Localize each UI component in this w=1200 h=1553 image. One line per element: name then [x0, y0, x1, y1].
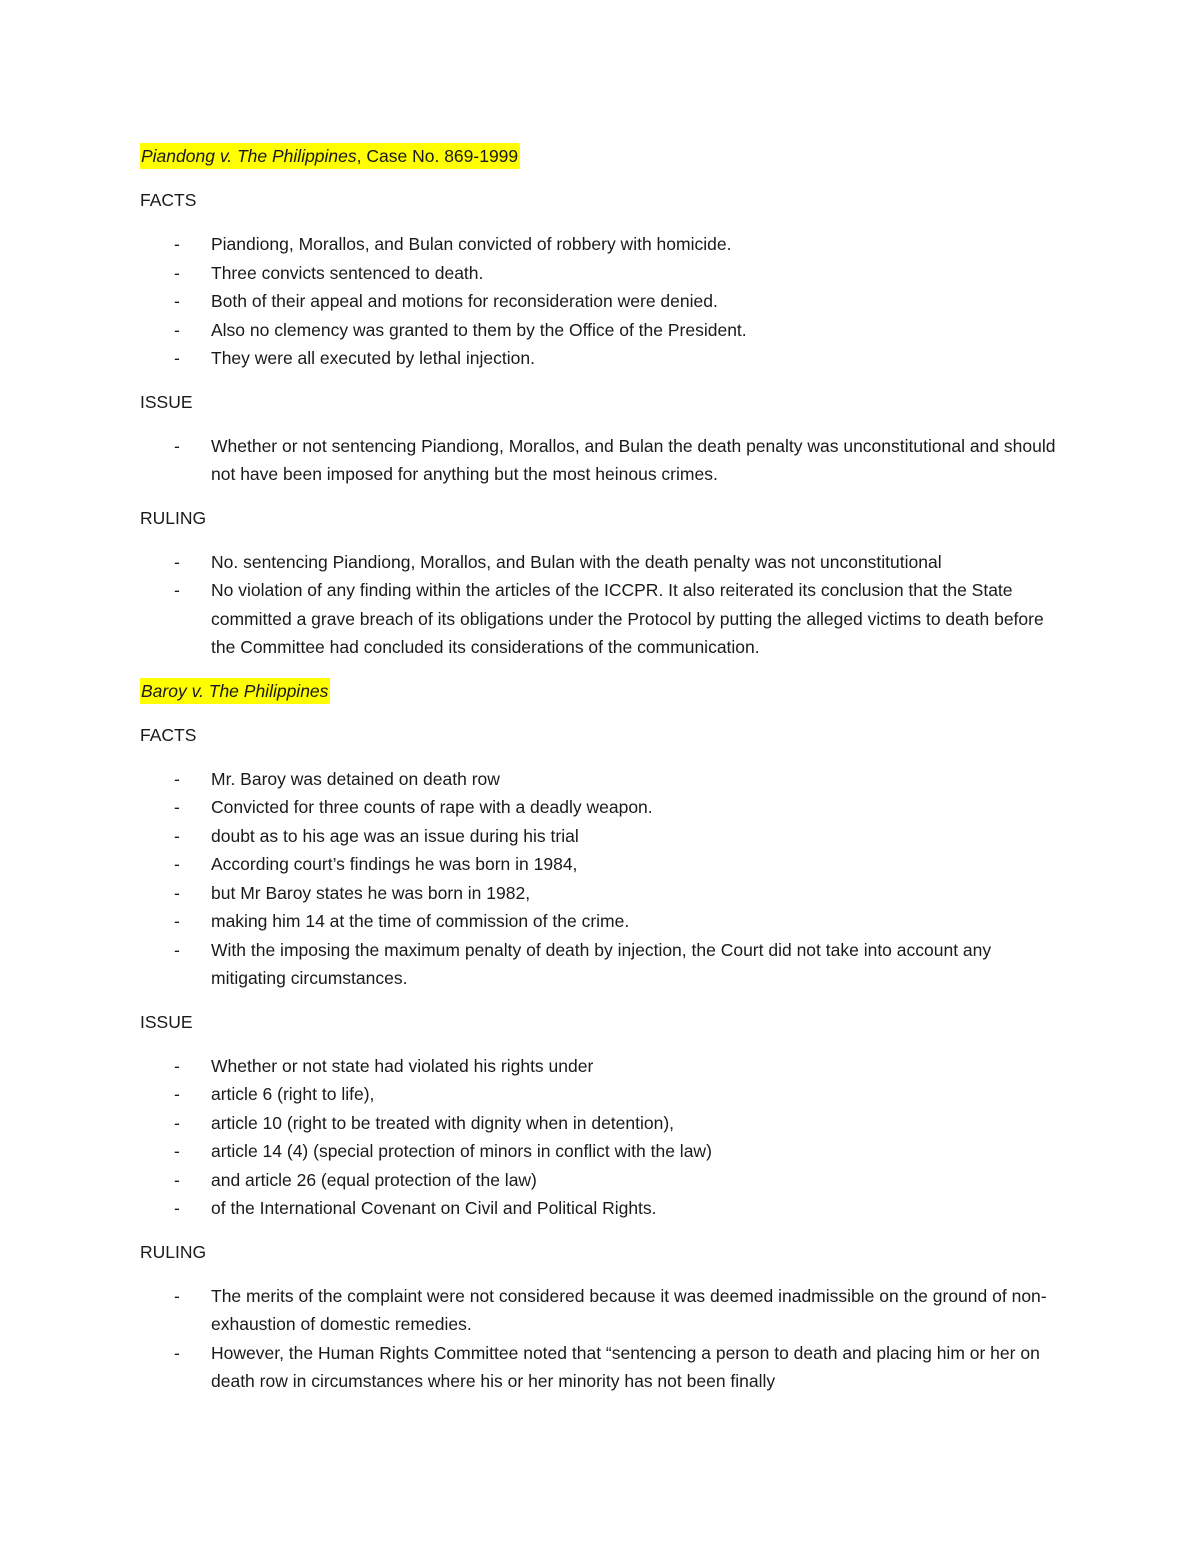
dash-bullet: -	[174, 882, 180, 903]
case-section-piandong	[140, 143, 1060, 678]
issue-list	[140, 1052, 1060, 1223]
dash-bullet: -	[174, 262, 180, 283]
dash-bullet: -	[174, 1285, 180, 1306]
case-name: Piandong v. The Philippines	[141, 146, 357, 166]
dash-bullet: -	[174, 291, 180, 311]
ruling-list	[140, 1282, 1060, 1396]
list-item: - of the International Covenant on Civil and Political Rights.	[140, 1194, 1060, 1223]
list-item: - However, the Human Rights Committee noted that “sentencing a person to death and placing him or her on death row in circumstances where his or her minority has not been finally	[140, 1339, 1060, 1396]
dash-bullet: -	[174, 854, 180, 874]
list-item: - and article 26 (equal protection of the law)	[140, 1166, 1060, 1195]
list-item: - Whether or not state had violated his rights under	[140, 1052, 1060, 1081]
list-item: - doubt as to his age was an issue during his trial	[140, 822, 1060, 851]
list-item: - article 14 (4) (special protection of minors in conflict with the law)	[140, 1137, 1060, 1166]
list-item: - With the imposing the maximum penalty of death by injection, the Court did not take into account any mitigating circumstances.	[140, 936, 1060, 993]
dash-bullet: -	[174, 911, 180, 931]
facts-heading: FACTS	[140, 724, 197, 745]
list-item: - No violation of any finding within the articles of the ICCPR. It also reiterated its conclusion that the State committed a grave breach of its obligations under the Protocol by putting the alleged victims to death before the Committee had concluded its considerations of the communication.	[140, 576, 1060, 662]
document-page	[140, 143, 1060, 1396]
case-section-baroy	[140, 678, 1060, 1396]
dash-bullet: -	[174, 1342, 180, 1363]
list-item: - Piandiong, Morallos, and Bulan convicted of robbery with homicide.	[140, 230, 1060, 259]
list-item: - Mr. Baroy was detained on death row	[140, 765, 1060, 794]
list-item: - Three convicts sentenced to death.	[140, 259, 1060, 288]
ruling-heading: RULING	[140, 507, 207, 528]
dash-bullet: -	[174, 768, 180, 789]
case-number: , Case No. 869-1999	[356, 146, 519, 166]
dash-bullet: -	[174, 1084, 180, 1104]
ruling-heading: RULING	[140, 1241, 207, 1262]
list-item: - article 10 (right to be treated with dignity when in detention),	[140, 1109, 1060, 1138]
issue-list	[140, 432, 1060, 489]
dash-bullet: -	[174, 319, 180, 340]
list-item: - Whether or not sentencing Piandiong, Morallos, and Bulan the death penalty was unconstitutional and should not have been imposed for anything but the most heinous crimes.	[140, 432, 1060, 489]
list-item: - making him 14 at the time of commission of the crime.	[140, 907, 1060, 936]
list-item: - They were all executed by lethal injection.	[140, 344, 1060, 373]
list-item: - but Mr Baroy states he was born in 1982,	[140, 879, 1060, 908]
facts-list	[140, 230, 1060, 373]
dash-bullet: -	[174, 1055, 180, 1076]
dash-bullet: -	[174, 234, 180, 254]
dash-bullet: -	[174, 1198, 180, 1218]
dash-bullet: -	[174, 551, 180, 572]
dash-bullet: -	[174, 1141, 180, 1161]
list-item: - The merits of the complaint were not considered because it was deemed inadmissible on the ground of non-exhaustion of domestic remedies.	[140, 1282, 1060, 1339]
dash-bullet: -	[174, 580, 180, 600]
case-name: Baroy v. The Philippines	[141, 680, 329, 701]
issue-heading: ISSUE	[140, 391, 193, 412]
dash-bullet: -	[174, 348, 180, 368]
case-title-highlighted	[140, 143, 520, 169]
ruling-list	[140, 548, 1060, 662]
dash-bullet: -	[174, 435, 180, 456]
dash-bullet: -	[174, 797, 180, 817]
list-item: - No. sentencing Piandiong, Morallos, and Bulan with the death penalty was not unconstitutional	[140, 548, 1060, 577]
issue-heading: ISSUE	[140, 1011, 193, 1032]
list-item: - According court’s findings he was born in 1984,	[140, 850, 1060, 879]
list-item: - Also no clemency was granted to them by the Office of the President.	[140, 316, 1060, 345]
list-item: - article 6 (right to life),	[140, 1080, 1060, 1109]
facts-list	[140, 765, 1060, 993]
dash-bullet: -	[174, 825, 180, 846]
dash-bullet: -	[174, 939, 180, 960]
list-item: - Both of their appeal and motions for reconsideration were denied.	[140, 287, 1060, 316]
list-item: - Convicted for three counts of rape with a deadly weapon.	[140, 793, 1060, 822]
dash-bullet: -	[174, 1112, 180, 1133]
dash-bullet: -	[174, 1169, 180, 1190]
case-title-highlighted	[140, 678, 330, 704]
facts-heading: FACTS	[140, 190, 197, 210]
